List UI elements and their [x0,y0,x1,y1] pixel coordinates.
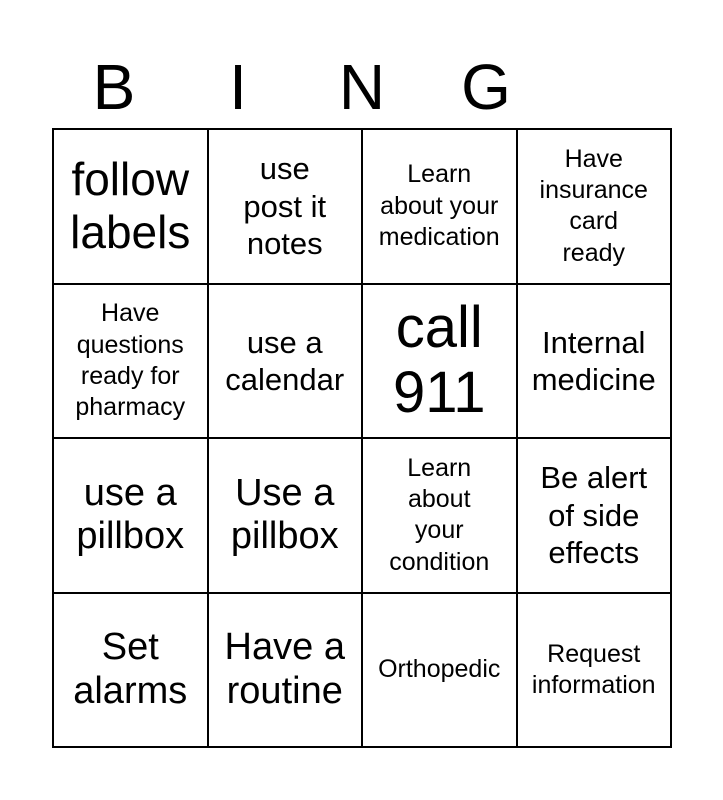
header-letter-i: I [229,51,247,123]
bingo-board [52,128,672,748]
cell-text: use post it notes [243,151,327,261]
bingo-cell[interactable] [209,439,364,594]
cell-text: use a pillbox [76,471,185,558]
bingo-cell[interactable] [54,439,209,594]
cell-text: follow labels [70,153,191,259]
bingo-cell[interactable] [54,285,209,440]
bingo-cell[interactable] [518,439,673,594]
cell-text: Learn about your medication [378,160,500,251]
bingo-cell[interactable] [54,130,209,285]
bingo-cell[interactable] [209,285,364,440]
cell-text: Orthopedic [378,655,501,684]
cell-text: Be alert of side effects [540,460,648,570]
cell-text: Set alarms [73,626,188,712]
bingo-cell[interactable] [518,594,673,749]
bingo-cell[interactable] [518,285,673,440]
cell-text: Have insurance card ready [539,144,648,267]
cell-text: Internal medicine [531,324,656,397]
cell-text: use a calendar [225,324,345,397]
cell-text: Learn about your condition [389,453,490,576]
bingo-cell[interactable] [363,130,518,285]
cell-text: Use a pillbox [230,471,339,558]
bingo-cell[interactable] [363,285,518,440]
bingo-cell[interactable] [209,130,364,285]
header-letter-b: B [92,51,136,123]
cell-text: Have a routine [224,626,345,712]
cell-text: Have questions ready for pharmacy [75,299,186,421]
cell-text: Request information [531,639,656,699]
header-letter-n: N [338,51,386,123]
header-letter-g: G [461,51,511,123]
bingo-cell[interactable] [363,594,518,749]
cell-text: call 911 [393,294,486,425]
bingo-cell[interactable] [209,594,364,749]
bingo-header [52,48,672,126]
bingo-cell[interactable] [54,594,209,749]
bingo-cell[interactable] [518,130,673,285]
bingo-cell[interactable] [363,439,518,594]
